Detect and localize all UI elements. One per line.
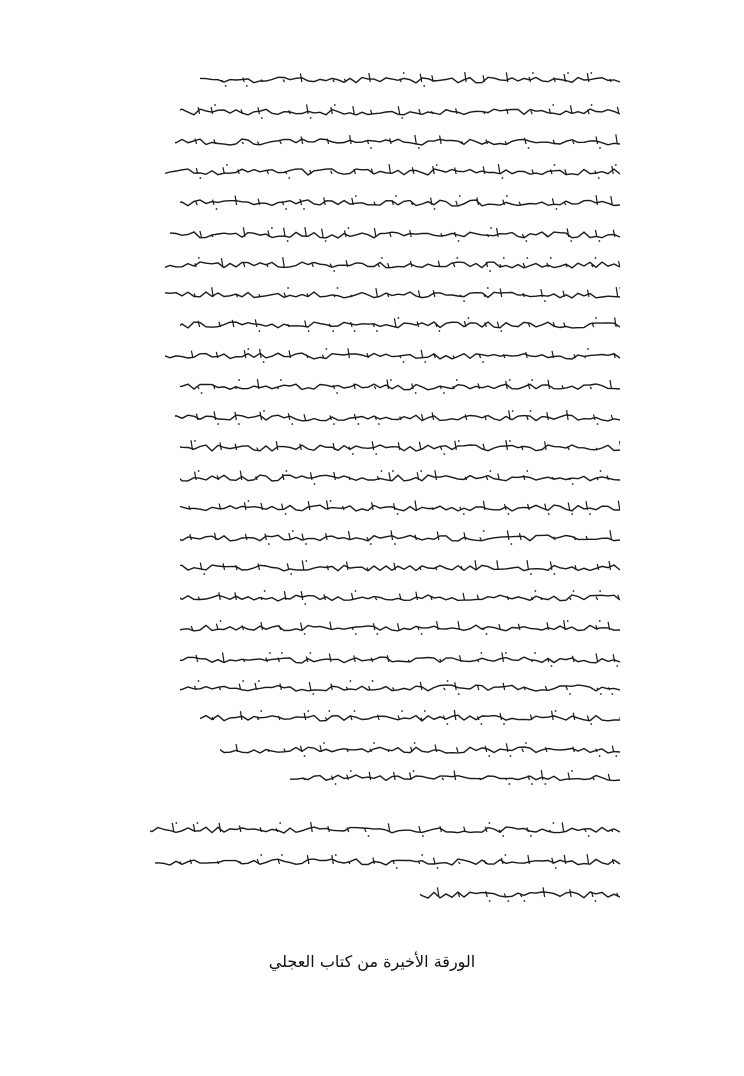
handwritten-line bbox=[180, 315, 620, 333]
handwritten-line bbox=[180, 193, 620, 211]
handwritten-line bbox=[170, 225, 620, 243]
handwritten-line bbox=[180, 468, 620, 486]
handwritten-line bbox=[200, 708, 620, 726]
handwritten-line bbox=[165, 162, 620, 180]
handwritten-line bbox=[175, 408, 620, 426]
handwritten-line bbox=[220, 740, 620, 758]
handwritten-line bbox=[180, 618, 620, 636]
handwritten-line bbox=[180, 102, 620, 120]
handwritten-line bbox=[155, 852, 620, 870]
handwritten-line bbox=[180, 377, 620, 395]
handwritten-line bbox=[180, 438, 620, 456]
handwritten-line bbox=[165, 285, 620, 303]
handwritten-line bbox=[200, 70, 620, 88]
handwritten-line bbox=[180, 678, 620, 696]
handwritten-line bbox=[180, 498, 620, 516]
handwritten-line bbox=[150, 820, 620, 838]
page-caption: الورقة الأخيرة من كتاب العجلي bbox=[268, 952, 476, 971]
handwritten-line bbox=[165, 346, 620, 364]
handwritten-manuscript-image bbox=[150, 50, 620, 920]
handwritten-line bbox=[180, 528, 620, 546]
handwritten-line bbox=[180, 650, 620, 668]
handwritten-line bbox=[180, 588, 620, 606]
handwritten-line bbox=[420, 885, 620, 903]
handwritten-line bbox=[180, 558, 620, 576]
handwritten-line bbox=[290, 768, 620, 786]
handwritten-line bbox=[165, 255, 620, 273]
handwritten-line bbox=[175, 132, 620, 150]
